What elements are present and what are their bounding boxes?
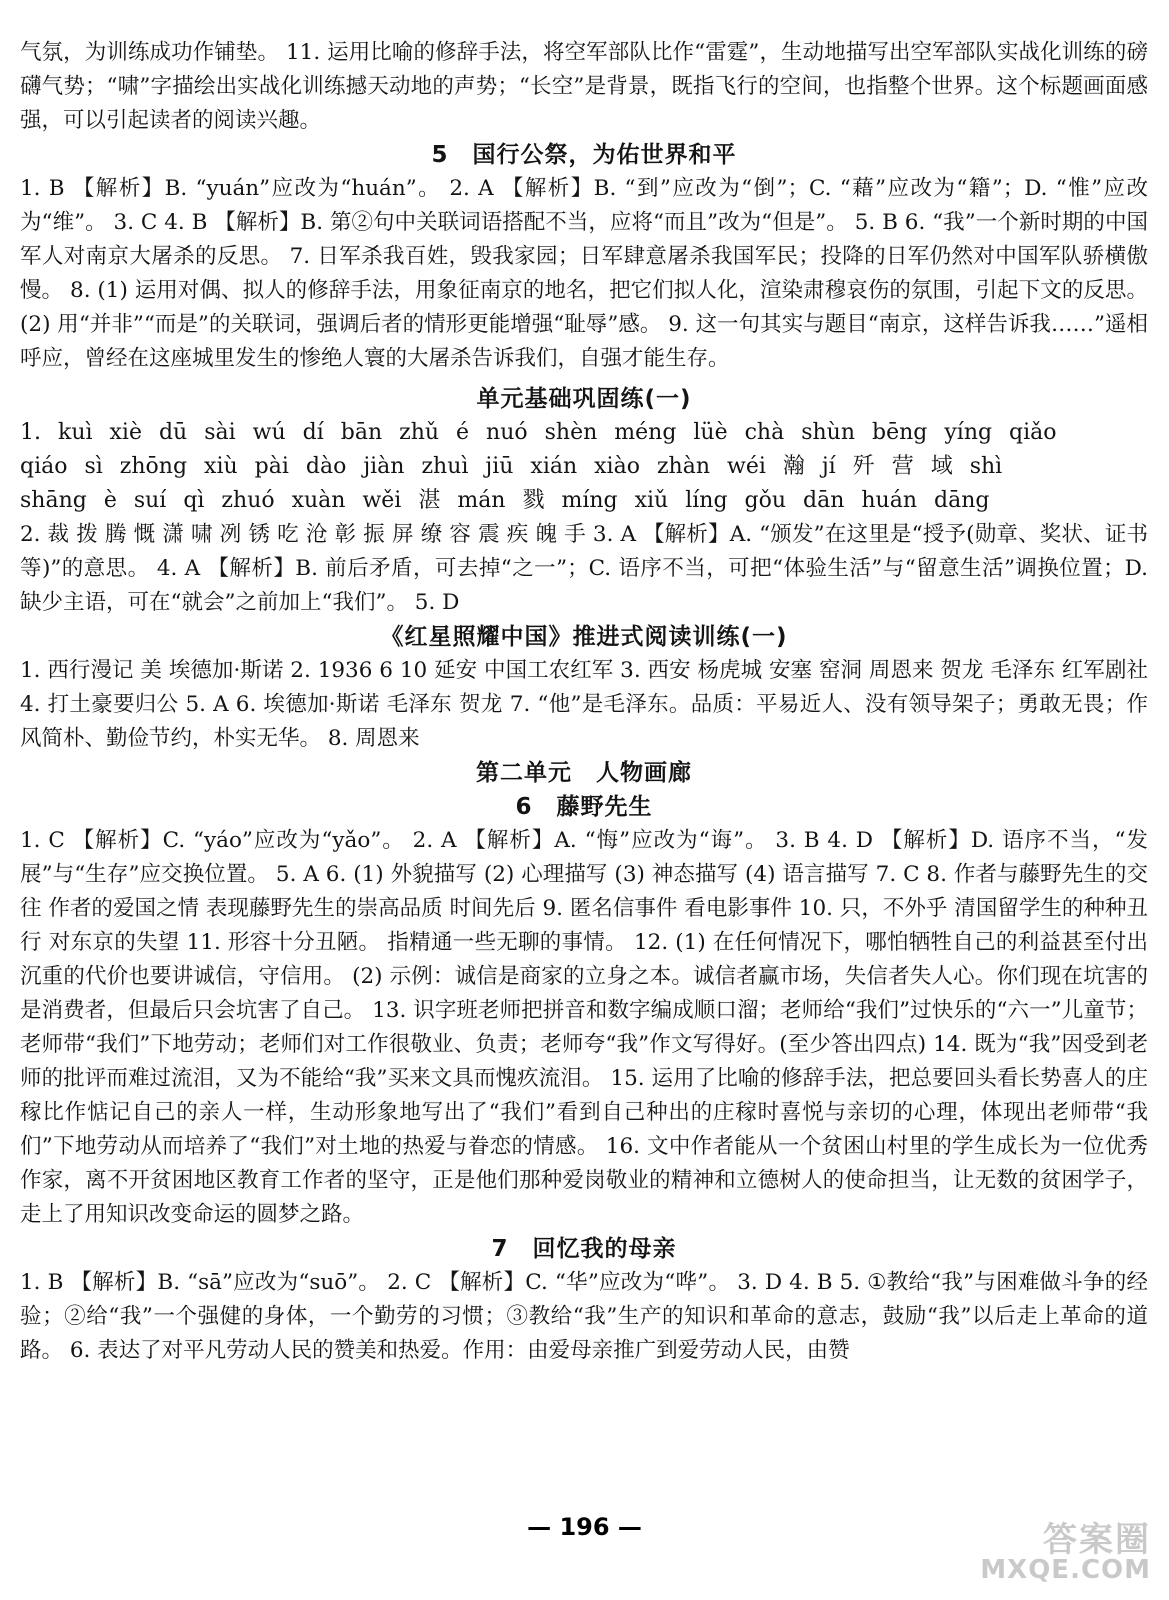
red-star-title: 《红星照耀中国》推进式阅读训练(一) [380,624,788,650]
lesson5-title: 5 国行公祭，为佑世界和平 [431,142,737,168]
answer-page [20,36,1148,1368]
lesson5-answers: 1. B 【解析】B. “yuán”应改为“huán”。 2. A 【解析】B. “到”应改为“倒”；C. “藉”应改为“籍”；D. “惟”应改为“维”。 3. C 4. B 【解析】B. 第②句中关联词语搭配不当，应将“而且”改为“但是”。 5. B 6. “我”一个新时期的中国军人对南京大屠杀的反思。 7. 日军杀我百姓，毁我家园；日军肆意屠杀我国军民；投降的日军仍然对中国军队骄横傲慢。 8. (1) 运用对偶、拟人的修辞手法，用象征南京的地名，把它们拟人化，渲染肃穆哀伤的氛围，引起下文的反思。 (2) 用“并非”“而是”的关联词，强调后者的情形更能增强“耻辱”感。 9. 这一句其实与题目“南京，这样告诉我……”遥相呼应，曾经在这座城里发生的惨绝人寰的大屠杀告诉我们，自强才能生存。 [20,176,1148,371]
lesson5-section [20,138,1148,376]
lesson7-answers: 1. B 【解析】B. “sā”应改为“suō”。 2. C 【解析】C. “华”应改为“哗”。 3. D 4. B 5. ①教给“我”与困难做斗争的经验；②给“我”一个强健的身体，一个勤劳的习惯；③教给“我”生产的知识和革命的意志，鼓励“我”以后走上革命的道路。 6. 表达了对平凡劳动人民的赞美和热爱。作用：由爱母亲推广到爱劳动人民，由赞 [20,1270,1148,1363]
watermark-url: MXQE.COM [980,1555,1151,1585]
lesson6-section [20,790,1148,1232]
unit2-title: 第二单元 人物画廊 [476,760,692,786]
lesson6-answers: 1. C 【解析】C. “yáo”应改为“yǎo”。 2. A 【解析】A. “悔”应改为“诲”。 3. B 4. D 【解析】D. 语序不当，“发展”与“生存”应交换位置。 5. A 6. (1) 外貌描写 (2) 心理描写 (3) 神态描写 (4) 语言描写 7. C 8. 作者与藤野先生的交往 作者的爱国之情 表现藤野先生的崇高品质 时间先后 9. 匿名信事件 看电影事件 10. 只，不外乎 清国留学生的种种丑行 对东京的失望 11. 形容十分丑陋。 指精通一些无聊的事情。 12. (1) 在任何情况下，哪怕牺牲自己的利益甚至付出沉重的代价也要讲诚信，守信用。 (2) 示例：诚信是商家的立身之本。诚信者赢市场，失信者失人心。你们现在坑害的是消费者，但最后只会坑害了自己。 13. 识字班老师把拼音和数字编成顺口溜；老师给“我们”过快乐的“六一”儿童节；老师带“我们”下地劳动；老师们对工作很敬业、负责；老师夸“我”作文写得好。(至少答出四点) 14. 既为“我”因受到老师的批评而难过流泪，又为不能给“我”买来文具而愧疚流泪。 15. 运用了比喻的修辞手法，把总要回头看长势喜人的庄稼比作惦记自己的亲人一样，生动形象地写出了“我们”看到自己种出的庄稼时喜悦与亲切的心理，体现出老师带“我们”下地劳动从而培养了“我们”对土地的热爱与眷恋的情感。 16. 文中作者能从一个贫困山村里的学生成长为一位优秀作家，离不开贫困地区教育工作者的坚守，正是他们那种爱岗敬业的精神和立德树人的使命担当，让无数的贫困学子，走上了用知识改变命运的圆梦之路。 [20,828,1148,1227]
lesson7-section [20,1232,1148,1368]
pinyin-line: 1. kuì xiè dū sài wú dí bān zhǔ é nuó shèn méng lüè chà shùn bēng yíng qiǎo [20,420,1057,445]
red-star-section [20,620,1148,756]
red-star-answers: 1. 西行漫记 美 埃德加·斯诺 2. 1936 6 10 延安 中国工农红军 3. 西安 杨虎城 安塞 窑洞 周恩来 贺龙 毛泽东 红军剧社 4. 打土豪要归公 5. A 6. 埃德加·斯诺 毛泽东 贺龙 7. “他”是毛泽东。品质：平易近人、没有领导架子；勇敢无畏；作风简朴、勤俭节约，朴实无华。 8. 周恩来 [20,658,1148,751]
unit-basic-answers: 2. 裁 拨 腾 慨 潇 啸 冽 锈 吃 沧 彰 振 屏 缭 容 震 疾 魄 手 3. A 【解析】A. “颁发”在这里是“授予(勋章、奖状、证书等)”的意思。 4. A 【解析】B. 前后矛盾，可去掉“之一”；C. 语序不当，可把“体验生活”与“留意生活”调换位置；D. 缺少主语，可在“就会”之前加上“我们”。 5. D [20,522,1148,615]
pinyin-line: qiáo sì zhōng xiù pài dào jiàn zhuì jiū xián xiào zhàn wéi 瀚 jí 歼 营 域 shì [20,454,1003,479]
watermark-logo: 答案圈 [1043,1520,1151,1560]
pinyin-line: shāng è suí qì zhuó xuàn wěi 湛 mán 戮 míng xiǔ líng gǒu dān huán dāng [20,488,990,513]
lesson6-title: 6 藤野先生 [515,794,653,820]
watermark [980,1520,1151,1585]
unit2-section [20,756,1148,790]
intro-text: 气氛，为训练成功作铺垫。 11. 运用比喻的修辞手法，将空军部队比作“雷霆”，生动地描写出空军部队实战化训练的磅礴气势；“啸”字描绘出实战化训练撼天动地的声势；“长空”是背景，既指飞行的空间，也指整个世界。这个标题画面感强，可以引起读者的阅读兴趣。 [20,40,1148,133]
intro-section [20,36,1148,138]
lesson7-title: 7 回忆我的母亲 [491,1236,677,1262]
unit-basic-title: 单元基础巩固练(一) [476,386,692,412]
page-number: — 196 — [527,1513,642,1541]
unit-basic-section [20,382,1148,620]
